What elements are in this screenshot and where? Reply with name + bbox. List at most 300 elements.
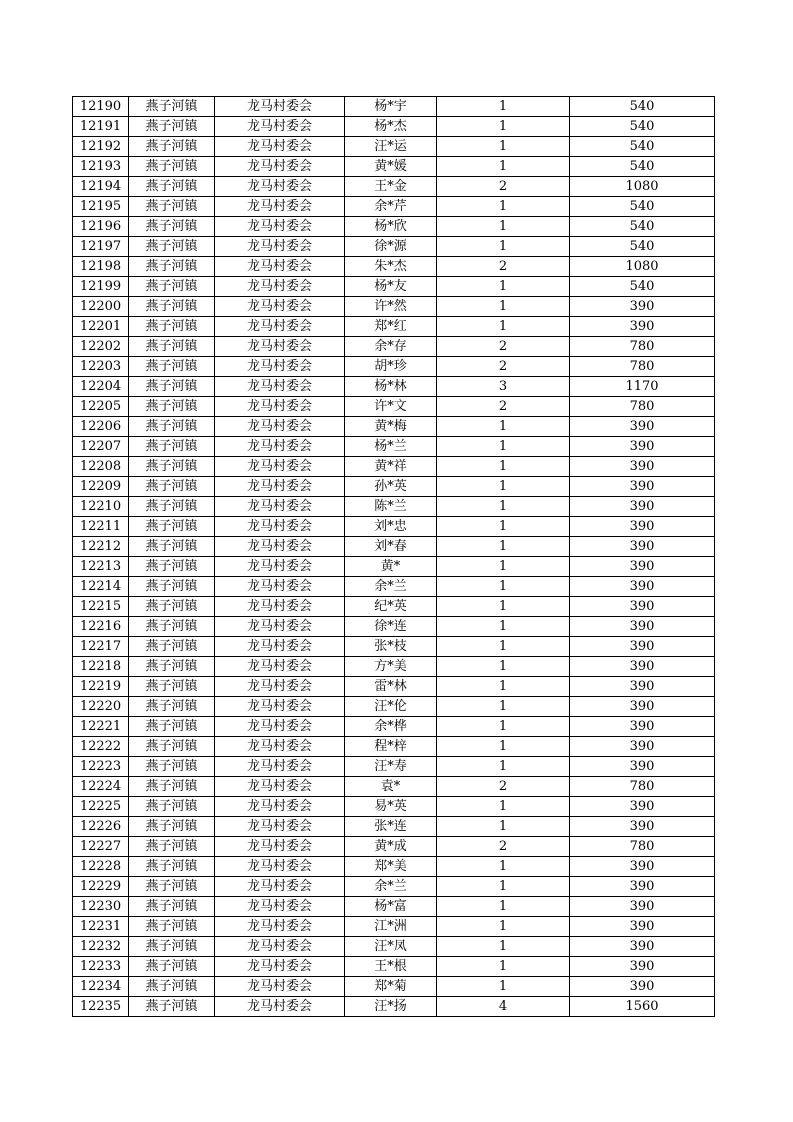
town-cell: 燕子河镇 <box>129 917 215 937</box>
village-cell: 龙马村委会 <box>215 517 345 537</box>
name-cell: 袁* <box>345 777 437 797</box>
amount-cell: 780 <box>570 337 715 357</box>
id-cell: 12224 <box>73 777 129 797</box>
village-cell: 龙马村委会 <box>215 677 345 697</box>
id-cell: 12230 <box>73 897 129 917</box>
village-cell: 龙马村委会 <box>215 397 345 417</box>
town-cell: 燕子河镇 <box>129 297 215 317</box>
town-cell: 燕子河镇 <box>129 677 215 697</box>
count-cell: 1 <box>437 517 570 537</box>
name-cell: 杨*欣 <box>345 217 437 237</box>
name-cell: 汪*凤 <box>345 937 437 957</box>
name-cell: 王*根 <box>345 957 437 977</box>
town-cell: 燕子河镇 <box>129 577 215 597</box>
id-cell: 12206 <box>73 417 129 437</box>
id-cell: 12218 <box>73 657 129 677</box>
town-cell: 燕子河镇 <box>129 497 215 517</box>
name-cell: 汪*伦 <box>345 697 437 717</box>
count-cell: 1 <box>437 537 570 557</box>
name-cell: 朱*杰 <box>345 257 437 277</box>
village-cell: 龙马村委会 <box>215 457 345 477</box>
amount-cell: 390 <box>570 737 715 757</box>
name-cell: 黄* <box>345 557 437 577</box>
village-cell: 龙马村委会 <box>215 357 345 377</box>
table-body <box>73 97 715 1017</box>
id-cell: 12195 <box>73 197 129 217</box>
village-cell: 龙马村委会 <box>215 617 345 637</box>
id-cell: 12211 <box>73 517 129 537</box>
id-cell: 12227 <box>73 837 129 857</box>
amount-cell: 390 <box>570 917 715 937</box>
town-cell: 燕子河镇 <box>129 457 215 477</box>
village-cell: 龙马村委会 <box>215 597 345 617</box>
amount-cell: 1080 <box>570 177 715 197</box>
count-cell: 1 <box>437 897 570 917</box>
village-cell: 龙马村委会 <box>215 697 345 717</box>
town-cell: 燕子河镇 <box>129 657 215 677</box>
count-cell: 1 <box>437 577 570 597</box>
name-cell: 余*兰 <box>345 577 437 597</box>
name-cell: 江*洲 <box>345 917 437 937</box>
village-cell: 龙马村委会 <box>215 497 345 517</box>
count-cell: 1 <box>437 857 570 877</box>
village-cell: 龙马村委会 <box>215 817 345 837</box>
town-cell: 燕子河镇 <box>129 777 215 797</box>
id-cell: 12233 <box>73 957 129 977</box>
amount-cell: 540 <box>570 157 715 177</box>
table-row <box>73 997 715 1017</box>
count-cell: 1 <box>437 497 570 517</box>
table-row <box>73 937 715 957</box>
amount-cell: 780 <box>570 777 715 797</box>
name-cell: 陈*兰 <box>345 497 437 517</box>
count-cell: 1 <box>437 937 570 957</box>
town-cell: 燕子河镇 <box>129 377 215 397</box>
count-cell: 1 <box>437 137 570 157</box>
village-cell: 龙马村委会 <box>215 277 345 297</box>
amount-cell: 390 <box>570 557 715 577</box>
amount-cell: 390 <box>570 537 715 557</box>
count-cell: 1 <box>437 797 570 817</box>
count-cell: 3 <box>437 377 570 397</box>
town-cell: 燕子河镇 <box>129 177 215 197</box>
name-cell: 汪*扬 <box>345 997 437 1017</box>
amount-cell: 390 <box>570 717 715 737</box>
table-row <box>73 957 715 977</box>
amount-cell: 1080 <box>570 257 715 277</box>
name-cell: 徐*源 <box>345 237 437 257</box>
count-cell: 1 <box>437 597 570 617</box>
id-cell: 12205 <box>73 397 129 417</box>
town-cell: 燕子河镇 <box>129 437 215 457</box>
amount-cell: 390 <box>570 637 715 657</box>
id-cell: 12197 <box>73 237 129 257</box>
village-cell: 龙马村委会 <box>215 417 345 437</box>
name-cell: 余*兰 <box>345 877 437 897</box>
amount-cell: 540 <box>570 197 715 217</box>
village-cell: 龙马村委会 <box>215 537 345 557</box>
name-cell: 王*金 <box>345 177 437 197</box>
name-cell: 程*梓 <box>345 737 437 757</box>
id-cell: 12220 <box>73 697 129 717</box>
name-cell: 余*桦 <box>345 717 437 737</box>
town-cell: 燕子河镇 <box>129 517 215 537</box>
amount-cell: 390 <box>570 457 715 477</box>
table-row <box>73 757 715 777</box>
amount-cell: 540 <box>570 97 715 117</box>
count-cell: 1 <box>437 677 570 697</box>
name-cell: 胡*珍 <box>345 357 437 377</box>
table-row <box>73 617 715 637</box>
id-cell: 12228 <box>73 857 129 877</box>
amount-cell: 1170 <box>570 377 715 397</box>
amount-cell: 540 <box>570 137 715 157</box>
name-cell: 许*然 <box>345 297 437 317</box>
town-cell: 燕子河镇 <box>129 397 215 417</box>
table-row <box>73 177 715 197</box>
village-cell: 龙马村委会 <box>215 477 345 497</box>
village-cell: 龙马村委会 <box>215 577 345 597</box>
table-row <box>73 97 715 117</box>
town-cell: 燕子河镇 <box>129 537 215 557</box>
count-cell: 1 <box>437 217 570 237</box>
count-cell: 1 <box>437 157 570 177</box>
amount-cell: 540 <box>570 117 715 137</box>
amount-cell: 390 <box>570 697 715 717</box>
id-cell: 12231 <box>73 917 129 937</box>
name-cell: 余*芹 <box>345 197 437 217</box>
count-cell: 1 <box>437 717 570 737</box>
count-cell: 2 <box>437 177 570 197</box>
table-row <box>73 517 715 537</box>
table-row <box>73 157 715 177</box>
village-cell: 龙马村委会 <box>215 137 345 157</box>
count-cell: 1 <box>437 877 570 897</box>
name-cell: 郑*美 <box>345 857 437 877</box>
name-cell: 郑*红 <box>345 317 437 337</box>
table-row <box>73 497 715 517</box>
id-cell: 12199 <box>73 277 129 297</box>
table-row <box>73 657 715 677</box>
town-cell: 燕子河镇 <box>129 737 215 757</box>
name-cell: 郑*菊 <box>345 977 437 997</box>
id-cell: 12190 <box>73 97 129 117</box>
village-cell: 龙马村委会 <box>215 877 345 897</box>
count-cell: 2 <box>437 837 570 857</box>
town-cell: 燕子河镇 <box>129 157 215 177</box>
table-row <box>73 697 715 717</box>
count-cell: 4 <box>437 997 570 1017</box>
town-cell: 燕子河镇 <box>129 117 215 137</box>
town-cell: 燕子河镇 <box>129 817 215 837</box>
town-cell: 燕子河镇 <box>129 477 215 497</box>
name-cell: 纪*英 <box>345 597 437 617</box>
name-cell: 刘*春 <box>345 537 437 557</box>
count-cell: 1 <box>437 417 570 437</box>
id-cell: 12222 <box>73 737 129 757</box>
amount-cell: 390 <box>570 897 715 917</box>
id-cell: 12201 <box>73 317 129 337</box>
table-row <box>73 677 715 697</box>
village-cell: 龙马村委会 <box>215 757 345 777</box>
name-cell: 雷*林 <box>345 677 437 697</box>
village-cell: 龙马村委会 <box>215 777 345 797</box>
id-cell: 12225 <box>73 797 129 817</box>
id-cell: 12194 <box>73 177 129 197</box>
count-cell: 1 <box>437 637 570 657</box>
town-cell: 燕子河镇 <box>129 957 215 977</box>
amount-cell: 390 <box>570 677 715 697</box>
amount-cell: 390 <box>570 757 715 777</box>
count-cell: 1 <box>437 237 570 257</box>
id-cell: 12210 <box>73 497 129 517</box>
id-cell: 12196 <box>73 217 129 237</box>
count-cell: 1 <box>437 557 570 577</box>
town-cell: 燕子河镇 <box>129 797 215 817</box>
amount-cell: 780 <box>570 397 715 417</box>
id-cell: 12215 <box>73 597 129 617</box>
name-cell: 杨*友 <box>345 277 437 297</box>
amount-cell: 540 <box>570 237 715 257</box>
id-cell: 12209 <box>73 477 129 497</box>
table-row <box>73 897 715 917</box>
id-cell: 12234 <box>73 977 129 997</box>
count-cell: 1 <box>437 277 570 297</box>
town-cell: 燕子河镇 <box>129 717 215 737</box>
id-cell: 12203 <box>73 357 129 377</box>
name-cell: 易*英 <box>345 797 437 817</box>
table-row <box>73 637 715 657</box>
amount-cell: 390 <box>570 797 715 817</box>
id-cell: 12192 <box>73 137 129 157</box>
count-cell: 2 <box>437 257 570 277</box>
id-cell: 12232 <box>73 937 129 957</box>
town-cell: 燕子河镇 <box>129 977 215 997</box>
table-row <box>73 257 715 277</box>
village-cell: 龙马村委会 <box>215 897 345 917</box>
name-cell: 张*枝 <box>345 637 437 657</box>
id-cell: 12200 <box>73 297 129 317</box>
amount-cell: 540 <box>570 277 715 297</box>
count-cell: 1 <box>437 697 570 717</box>
id-cell: 12202 <box>73 337 129 357</box>
table-row <box>73 977 715 997</box>
amount-cell: 390 <box>570 297 715 317</box>
amount-cell: 390 <box>570 957 715 977</box>
name-cell: 汪*运 <box>345 137 437 157</box>
id-cell: 12221 <box>73 717 129 737</box>
count-cell: 1 <box>437 817 570 837</box>
id-cell: 12204 <box>73 377 129 397</box>
village-cell: 龙马村委会 <box>215 997 345 1017</box>
village-cell: 龙马村委会 <box>215 717 345 737</box>
village-cell: 龙马村委会 <box>215 97 345 117</box>
amount-cell: 780 <box>570 837 715 857</box>
town-cell: 燕子河镇 <box>129 697 215 717</box>
town-cell: 燕子河镇 <box>129 417 215 437</box>
amount-cell: 390 <box>570 977 715 997</box>
village-cell: 龙马村委会 <box>215 257 345 277</box>
table-row <box>73 717 715 737</box>
town-cell: 燕子河镇 <box>129 597 215 617</box>
amount-cell: 390 <box>570 657 715 677</box>
village-cell: 龙马村委会 <box>215 837 345 857</box>
name-cell: 黄*媛 <box>345 157 437 177</box>
town-cell: 燕子河镇 <box>129 937 215 957</box>
town-cell: 燕子河镇 <box>129 837 215 857</box>
village-cell: 龙马村委会 <box>215 317 345 337</box>
name-cell: 杨*林 <box>345 377 437 397</box>
table-row <box>73 477 715 497</box>
count-cell: 1 <box>437 197 570 217</box>
amount-cell: 390 <box>570 857 715 877</box>
count-cell: 1 <box>437 97 570 117</box>
table-row <box>73 837 715 857</box>
id-cell: 12216 <box>73 617 129 637</box>
count-cell: 1 <box>437 737 570 757</box>
table-row <box>73 197 715 217</box>
amount-cell: 390 <box>570 497 715 517</box>
count-cell: 2 <box>437 337 570 357</box>
id-cell: 12226 <box>73 817 129 837</box>
village-cell: 龙马村委会 <box>215 237 345 257</box>
village-cell: 龙马村委会 <box>215 337 345 357</box>
amount-cell: 390 <box>570 817 715 837</box>
amount-cell: 390 <box>570 517 715 537</box>
table-row <box>73 537 715 557</box>
table-row <box>73 237 715 257</box>
amount-cell: 390 <box>570 477 715 497</box>
table-row <box>73 337 715 357</box>
id-cell: 12207 <box>73 437 129 457</box>
table-row <box>73 737 715 757</box>
village-cell: 龙马村委会 <box>215 557 345 577</box>
id-cell: 12191 <box>73 117 129 137</box>
town-cell: 燕子河镇 <box>129 217 215 237</box>
amount-cell: 390 <box>570 877 715 897</box>
id-cell: 12213 <box>73 557 129 577</box>
town-cell: 燕子河镇 <box>129 877 215 897</box>
table-row <box>73 437 715 457</box>
amount-cell: 390 <box>570 617 715 637</box>
table-row <box>73 417 715 437</box>
table-row <box>73 297 715 317</box>
town-cell: 燕子河镇 <box>129 617 215 637</box>
name-cell: 徐*连 <box>345 617 437 637</box>
name-cell: 余*存 <box>345 337 437 357</box>
table-row <box>73 597 715 617</box>
town-cell: 燕子河镇 <box>129 757 215 777</box>
name-cell: 汪*寿 <box>345 757 437 777</box>
id-cell: 12219 <box>73 677 129 697</box>
name-cell: 杨*兰 <box>345 437 437 457</box>
town-cell: 燕子河镇 <box>129 317 215 337</box>
town-cell: 燕子河镇 <box>129 857 215 877</box>
table-row <box>73 797 715 817</box>
town-cell: 燕子河镇 <box>129 357 215 377</box>
amount-cell: 390 <box>570 577 715 597</box>
town-cell: 燕子河镇 <box>129 557 215 577</box>
village-cell: 龙马村委会 <box>215 657 345 677</box>
table-row <box>73 357 715 377</box>
village-cell: 龙马村委会 <box>215 637 345 657</box>
name-cell: 刘*忠 <box>345 517 437 537</box>
village-cell: 龙马村委会 <box>215 117 345 137</box>
name-cell: 方*美 <box>345 657 437 677</box>
amount-cell: 540 <box>570 217 715 237</box>
count-cell: 1 <box>437 477 570 497</box>
table-row <box>73 817 715 837</box>
village-cell: 龙马村委会 <box>215 297 345 317</box>
village-cell: 龙马村委会 <box>215 957 345 977</box>
id-cell: 12235 <box>73 997 129 1017</box>
name-cell: 张*连 <box>345 817 437 837</box>
count-cell: 2 <box>437 357 570 377</box>
table-row <box>73 317 715 337</box>
village-cell: 龙马村委会 <box>215 177 345 197</box>
village-cell: 龙马村委会 <box>215 197 345 217</box>
name-cell: 黄*成 <box>345 837 437 857</box>
name-cell: 黄*梅 <box>345 417 437 437</box>
town-cell: 燕子河镇 <box>129 257 215 277</box>
village-cell: 龙马村委会 <box>215 737 345 757</box>
village-cell: 龙马村委会 <box>215 377 345 397</box>
count-cell: 1 <box>437 457 570 477</box>
village-cell: 龙马村委会 <box>215 937 345 957</box>
amount-cell: 390 <box>570 597 715 617</box>
amount-cell: 390 <box>570 437 715 457</box>
subsidy-table <box>72 96 715 1017</box>
name-cell: 杨*杰 <box>345 117 437 137</box>
id-cell: 12208 <box>73 457 129 477</box>
count-cell: 1 <box>437 657 570 677</box>
town-cell: 燕子河镇 <box>129 97 215 117</box>
name-cell: 孙*英 <box>345 477 437 497</box>
village-cell: 龙马村委会 <box>215 797 345 817</box>
amount-cell: 1560 <box>570 997 715 1017</box>
table-row <box>73 577 715 597</box>
village-cell: 龙马村委会 <box>215 157 345 177</box>
town-cell: 燕子河镇 <box>129 997 215 1017</box>
id-cell: 12212 <box>73 537 129 557</box>
count-cell: 2 <box>437 777 570 797</box>
table-row <box>73 777 715 797</box>
amount-cell: 390 <box>570 417 715 437</box>
table-row <box>73 117 715 137</box>
table-row <box>73 857 715 877</box>
table-row <box>73 137 715 157</box>
village-cell: 龙马村委会 <box>215 857 345 877</box>
count-cell: 1 <box>437 117 570 137</box>
name-cell: 黄*祥 <box>345 457 437 477</box>
count-cell: 1 <box>437 917 570 937</box>
count-cell: 1 <box>437 977 570 997</box>
count-cell: 1 <box>437 317 570 337</box>
id-cell: 12193 <box>73 157 129 177</box>
table-row <box>73 457 715 477</box>
town-cell: 燕子河镇 <box>129 637 215 657</box>
amount-cell: 390 <box>570 317 715 337</box>
town-cell: 燕子河镇 <box>129 197 215 217</box>
id-cell: 12214 <box>73 577 129 597</box>
town-cell: 燕子河镇 <box>129 137 215 157</box>
count-cell: 1 <box>437 957 570 977</box>
count-cell: 1 <box>437 437 570 457</box>
village-cell: 龙马村委会 <box>215 977 345 997</box>
town-cell: 燕子河镇 <box>129 237 215 257</box>
count-cell: 1 <box>437 297 570 317</box>
table-row <box>73 397 715 417</box>
